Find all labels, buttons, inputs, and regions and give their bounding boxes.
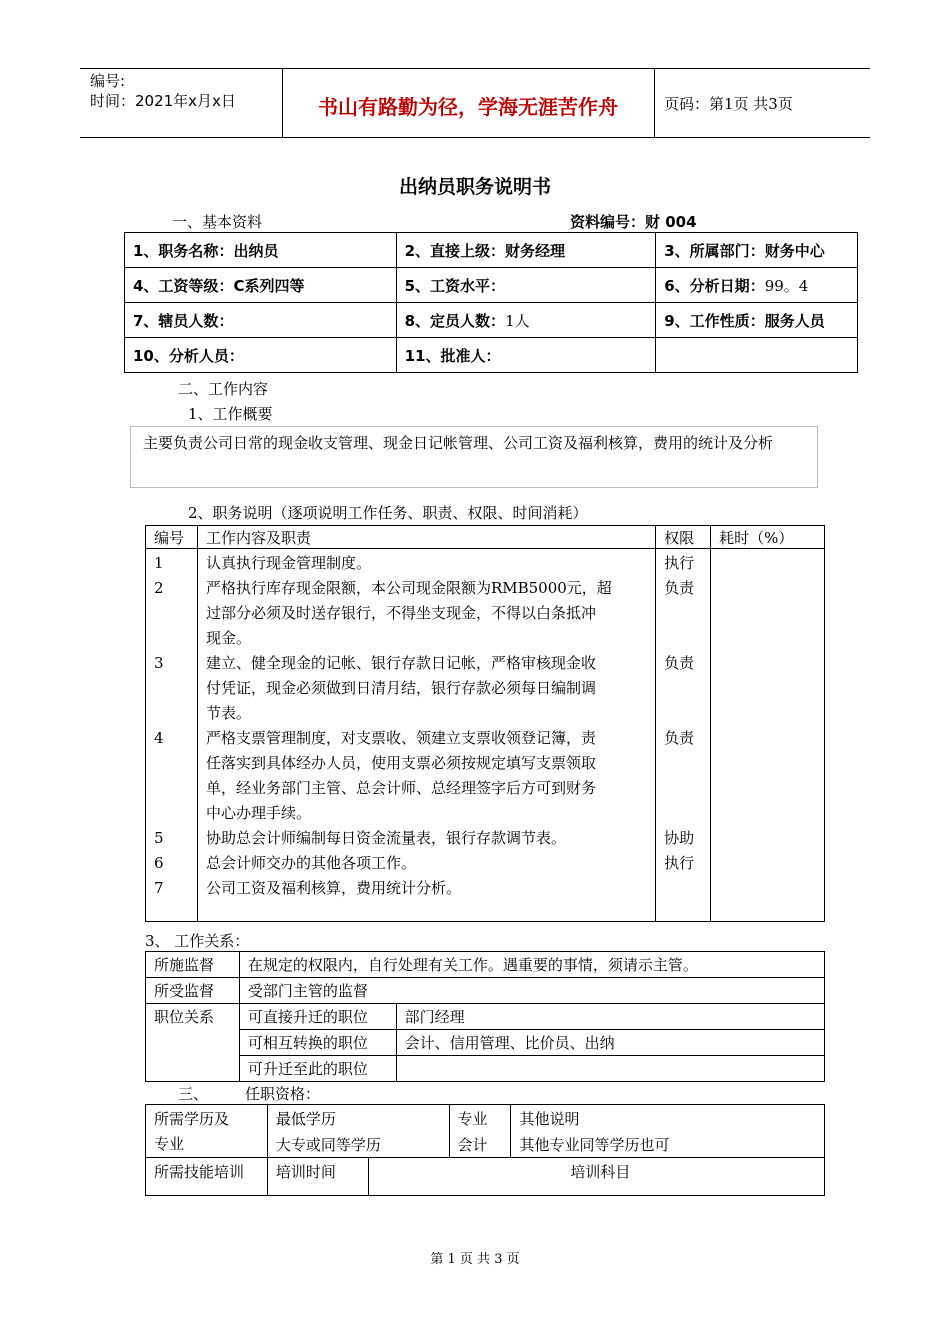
basic-info-table [124, 232, 858, 373]
page-indicator: 页码：第1页 共3页 [664, 95, 793, 113]
table-cell: 职位关系 [146, 1004, 240, 1082]
table-cell: 大专或同等学历 [267, 1131, 449, 1158]
work-summary-label: 1、工作概要 [188, 405, 273, 423]
table-row [146, 978, 825, 1004]
table-row [125, 338, 858, 373]
table-cell: 其他说明 [511, 1105, 825, 1132]
table-row [146, 1105, 825, 1132]
table-row [146, 1158, 825, 1196]
column-header: 编号 [146, 526, 198, 549]
qualifications-table [145, 1104, 825, 1196]
table-cell: 会计 [449, 1131, 511, 1158]
list-item: 认真执行现金管理制度。 [205, 554, 371, 572]
table-row [146, 1030, 825, 1056]
table-cell: 8、定员人数：1人 [396, 303, 656, 338]
table-cell: 11、批准人： [396, 338, 656, 373]
table-cell [396, 1056, 824, 1082]
column-header: 权限 [656, 526, 711, 549]
table-header-row [146, 526, 825, 549]
table-cell: 会计、信用管理、比价员、出纳 [396, 1030, 824, 1056]
header-meta [90, 71, 236, 111]
document-code: 资料编号：财 004 [570, 213, 697, 231]
table-cell: 6、分析日期：99。4 [656, 268, 858, 303]
table-cell: 可升迁至此的职位 [239, 1056, 396, 1082]
number-label: 编号: [90, 72, 126, 90]
header-motto: 书山有路勤为径，学海无涯苦作舟 [318, 95, 618, 119]
table-row [125, 303, 858, 338]
table-cell: 培训科目 [368, 1158, 824, 1196]
table-cell: 可相互转换的职位 [239, 1030, 396, 1056]
page-footer: 第 1 页 共 3 页 [430, 1252, 520, 1267]
section-qual-number: 三、 [178, 1085, 209, 1103]
table-cell: 5、工资水平： [396, 268, 656, 303]
table-cell: 4、工资等级：C系列四等 [125, 268, 397, 303]
section-qual-label: 任职资格： [245, 1085, 321, 1103]
table-cell: 7、辖员人数： [125, 303, 397, 338]
list-item: 协助总会计师编制每日资金流量表，银行存款调节表。 [205, 829, 566, 847]
table-cell: 部门经理 [396, 1004, 824, 1030]
table-row [125, 233, 858, 268]
table-cell: 最低学历 [267, 1105, 449, 1132]
list-item: 建立、健全现金的记帐、银行存款日记帐，严格审核现金收 付凭证，现金必须做到日清月结，银行存款必须每日编制调 节表。 [205, 654, 596, 722]
relations-table [145, 951, 825, 1082]
section-work-label: 二、工作内容 [178, 380, 269, 398]
column-header: 耗时（%） [711, 526, 825, 549]
table-cell: 1、职务名称：出纳员 [125, 233, 397, 268]
table-cell: 所需技能培训 [146, 1158, 268, 1196]
table-cell: 3、所属部门：财务中心 [656, 233, 858, 268]
duty-authority: 执行 负责 负责 负责 协助 执行 [656, 549, 711, 922]
table-cell: 所需学历及 专业 [146, 1105, 268, 1158]
time-label: 时间：2021年x月x日 [90, 92, 236, 110]
table-row [146, 952, 825, 978]
section-relations-label: 3、 工作关系： [145, 932, 250, 950]
duty-time [711, 549, 825, 922]
table-cell: 专业 [449, 1105, 511, 1132]
page-title: 出纳员职务说明书 [398, 176, 551, 198]
duty-desc-label: 2、职务说明（逐项说明工作任务、职责、权限、时间消耗） [188, 504, 588, 522]
list-item: 严格支票管理制度，对支票收、领建立支票收领登记簿，责 任落实到具体经办人员，使用支票必须按规定填写支票领取 单，经业务部门主管、总会计师、总经理签字后方可到财务 中心办理手续。 [205, 729, 596, 822]
table-cell: 所受监督 [146, 978, 240, 1004]
duty-numbers: 1 2 3 4 5 6 7 [146, 549, 198, 922]
header-divider [654, 69, 655, 137]
list-item: 总会计师交办的其他各项工作。 [205, 854, 416, 872]
table-cell: 可直接升迁的职位 [239, 1004, 396, 1030]
table-cell: 在规定的权限内，自行处理有关工作。遇重要的事情，须请示主管。 [239, 952, 824, 978]
duty-contents [197, 549, 655, 922]
table-row [125, 268, 858, 303]
table-row [146, 549, 825, 922]
table-cell: 9、工作性质：服务人员 [656, 303, 858, 338]
list-item: 严格执行库存现金限额，本公司现金限额为RMB5000元，超 过部分必须及时送存银行，不得坐支现金，不得以白条抵冲 现金。 [205, 579, 612, 647]
section-basic-label: 一、基本资料 [172, 213, 263, 231]
table-cell: 2、直接上级：财务经理 [396, 233, 656, 268]
table-cell: 培训时间 [267, 1158, 368, 1196]
duty-table [145, 525, 825, 922]
work-summary: 主要负责公司日常的现金收支管理、现金日记帐管理、公司工资及福利核算，费用的统计及分析 [130, 426, 818, 488]
table-cell: 受部门主管的监督 [239, 978, 824, 1004]
table-row [146, 1056, 825, 1082]
table-cell: 10、分析人员： [125, 338, 397, 373]
document-header [80, 68, 870, 138]
column-header: 工作内容及职责 [197, 526, 655, 549]
table-cell [656, 338, 858, 373]
list-item: 公司工资及福利核算，费用统计分析。 [205, 879, 461, 897]
table-cell: 其他专业同等学历也可 [511, 1131, 825, 1158]
table-row [146, 1004, 825, 1030]
table-cell: 所施监督 [146, 952, 240, 978]
